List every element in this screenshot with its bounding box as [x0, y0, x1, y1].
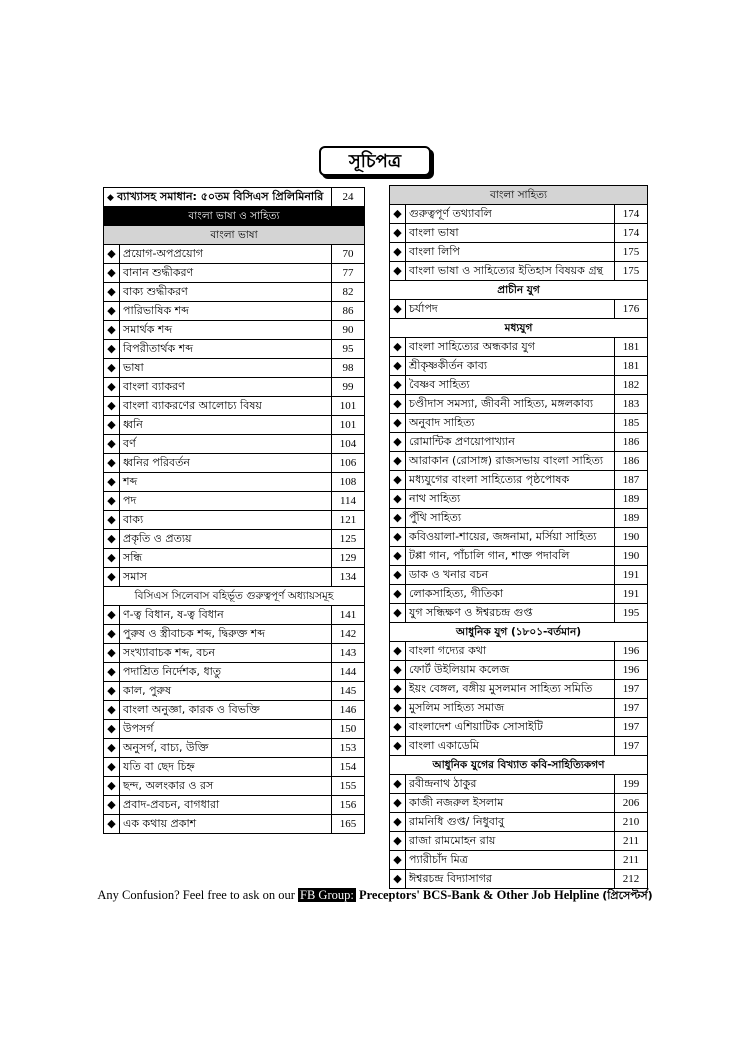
toc-page-number: 156 [332, 796, 365, 815]
toc-entry-title [104, 188, 332, 207]
toc-entry-title: ছন্দ, অলংকার ও রস [120, 777, 332, 796]
toc-row[interactable] [104, 796, 365, 815]
bullet-icon: ◆ [104, 625, 120, 644]
toc-entry-title: ধ্বনির পরিবর্তন [120, 454, 332, 473]
bullet-icon: ◆ [390, 566, 406, 585]
toc-entry-title: পদ [120, 492, 332, 511]
toc-page-number: 125 [332, 530, 365, 549]
toc-entry-title: রবীন্দ্রনাথ ঠাকুর [406, 775, 615, 794]
toc-page-number: 183 [614, 395, 647, 414]
toc-row[interactable] [104, 701, 365, 720]
bullet-icon: ◆ [390, 509, 406, 528]
toc-entry-title: কাল, পুরুষ [120, 682, 332, 701]
toc-page-number: 199 [614, 775, 647, 794]
toc-row[interactable] [104, 435, 365, 454]
toc-page-number: 197 [614, 699, 647, 718]
bullet-icon: ◆ [390, 832, 406, 851]
toc-entry-title: মধ্যযুগের বাংলা সাহিত্যের পৃষ্ঠপোষক [406, 471, 615, 490]
bullet-icon: ◆ [104, 359, 120, 378]
toc-entry-title: রাজা রামমোহন রায় [406, 832, 615, 851]
bullet-icon: ◆ [104, 739, 120, 758]
toc-entry-title: সন্ধি [120, 549, 332, 568]
toc-page-number: 144 [332, 663, 365, 682]
toc-entry-title: চর্যাপদ [406, 300, 615, 319]
toc-row[interactable] [104, 473, 365, 492]
footer-highlight: FB Group: [300, 888, 354, 902]
bullet-icon: ◆ [390, 642, 406, 661]
bullet-icon: ◆ [390, 661, 406, 680]
section-heading: মধ্যযুগ [390, 319, 648, 338]
bullet-icon: ◆ [390, 718, 406, 737]
toc-entry-title: বাক্য শুদ্ধীকরণ [120, 283, 332, 302]
bullet-icon: ◆ [104, 416, 120, 435]
bullet-icon: ◆ [390, 338, 406, 357]
toc-page-number: 191 [614, 566, 647, 585]
bullet-icon: ◆ [390, 585, 406, 604]
toc-row[interactable] [104, 758, 365, 777]
toc-entry-title: শব্দ [120, 473, 332, 492]
toc-row[interactable] [390, 832, 648, 851]
toc-page-number: 134 [332, 568, 365, 587]
toc-row[interactable] [104, 454, 365, 473]
bullet-icon: ◆ [104, 340, 120, 359]
toc-page-number: 153 [332, 739, 365, 758]
toc-page-number: 191 [614, 585, 647, 604]
footer-group-bengali: (প্রিসেপ্টর্স) [602, 889, 653, 902]
toc-entry-title: ণ-ত্ব বিধান, ষ-ত্ব বিধান [120, 606, 332, 625]
bullet-icon: ◆ [390, 300, 406, 319]
bullet-icon: ◆ [104, 473, 120, 492]
toc-entry-title: ভাষা [120, 359, 332, 378]
toc-row[interactable] [104, 283, 365, 302]
toc-page-number: 108 [332, 473, 365, 492]
toc-page-number: 114 [332, 492, 365, 511]
toc-row[interactable] [390, 528, 648, 547]
bullet-icon: ◆ [104, 454, 120, 473]
toc-row[interactable] [104, 245, 365, 264]
toc-page-number: 182 [614, 376, 647, 395]
toc-page-number: 104 [332, 435, 365, 454]
toc-entry-title: মুসলিম সাহিত্য সমাজ [406, 699, 615, 718]
toc-row[interactable] [104, 340, 365, 359]
page-title: সূচিপত্র [319, 146, 431, 176]
bullet-icon: ◆ [390, 794, 406, 813]
bullet-icon: ◆ [104, 549, 120, 568]
toc-row[interactable] [390, 243, 648, 262]
toc-page-number: 185 [614, 414, 647, 433]
toc-row[interactable] [390, 452, 648, 471]
toc-page-number: 86 [332, 302, 365, 321]
toc-entry-title: পারিভাষিক শব্দ [120, 302, 332, 321]
toc-page-number: 190 [614, 547, 647, 566]
bullet-icon: ◆ [390, 870, 406, 889]
toc-row[interactable] [104, 492, 365, 511]
toc-page-number: 181 [614, 338, 647, 357]
toc-row[interactable] [104, 625, 365, 644]
toc-row[interactable] [390, 205, 648, 224]
toc-page-number: 70 [332, 245, 365, 264]
toc-row[interactable] [390, 680, 648, 699]
toc-page-number: 212 [614, 870, 647, 889]
toc-page-number: 197 [614, 718, 647, 737]
toc-row[interactable] [104, 302, 365, 321]
toc-entry-title: বৈষ্ণব সাহিত্য [406, 376, 615, 395]
toc-page-number: 189 [614, 490, 647, 509]
solution-title: ব্যাখ্যাসহ সমাধান: ৫০তম বিসিএস প্রিলিমিনারি [117, 189, 324, 203]
toc-page-number: 155 [332, 777, 365, 796]
toc-row[interactable] [390, 718, 648, 737]
toc-row[interactable] [390, 813, 648, 832]
toc-entry-title: গুরুত্বপূর্ণ তথ্যাবলি [406, 205, 615, 224]
toc-page-number: 176 [614, 300, 647, 319]
toc-page-number: 150 [332, 720, 365, 739]
section-moddhojug [390, 319, 648, 338]
toc-row[interactable] [104, 644, 365, 663]
bullet-icon: ◆ [390, 490, 406, 509]
toc-row[interactable] [390, 262, 648, 281]
toc-row-solution[interactable] [104, 188, 365, 207]
bullet-icon: ◆ [390, 205, 406, 224]
right-toc-table [389, 185, 648, 889]
toc-entry-title: প্রয়োগ-অপপ্রয়োগ [120, 245, 332, 264]
bullet-icon: ◆ [104, 492, 120, 511]
toc-page-number: 196 [614, 661, 647, 680]
toc-row[interactable] [390, 490, 648, 509]
toc-page-number: 195 [614, 604, 647, 623]
section-heading: প্রাচীন যুগ [390, 281, 648, 300]
bullet-icon: ◆ [390, 243, 406, 262]
toc-page-number: 24 [332, 188, 365, 207]
toc-row[interactable] [390, 566, 648, 585]
section-heading: আধুনিক যুগের বিখ্যাত কবি-সাহিত্যিকগণ [390, 756, 648, 775]
toc-row[interactable] [390, 338, 648, 357]
toc-page-number: 99 [332, 378, 365, 397]
toc-page-number: 197 [614, 680, 647, 699]
section-heading: বাংলা সাহিত্য [390, 186, 648, 205]
toc-row[interactable] [390, 737, 648, 756]
toc-entry-title: ফোর্ট উইলিয়াম কলেজ [406, 661, 615, 680]
toc-row[interactable] [390, 642, 648, 661]
toc-page-number: 106 [332, 454, 365, 473]
toc-page-number: 101 [332, 397, 365, 416]
toc-page-number: 211 [614, 832, 647, 851]
bullet-icon: ◆ [390, 471, 406, 490]
toc-row[interactable] [104, 359, 365, 378]
toc-row[interactable] [104, 720, 365, 739]
toc-row[interactable] [390, 794, 648, 813]
bullet-icon: ◆ [390, 376, 406, 395]
toc-page-number: 77 [332, 264, 365, 283]
toc-entry-title: পুরুষ ও স্ত্রীবাচক শব্দ, দ্বিরুক্ত শব্দ [120, 625, 332, 644]
section-outside-syllabus [104, 587, 365, 606]
toc-page-number: 206 [614, 794, 647, 813]
bullet-icon: ◆ [390, 547, 406, 566]
bullet-icon: ◆ [104, 511, 120, 530]
left-toc-table [103, 187, 365, 834]
toc-page-number: 174 [614, 205, 647, 224]
toc-entry-title: নাথ সাহিত্য [406, 490, 615, 509]
toc-row[interactable] [104, 682, 365, 701]
toc-page-number: 210 [614, 813, 647, 832]
toc-row[interactable] [390, 300, 648, 319]
toc-entry-title: বাংলা একাডেমি [406, 737, 615, 756]
section-prachin-jug [390, 281, 648, 300]
toc-row[interactable] [390, 870, 648, 889]
toc-entry-title: বাংলা ভাষা [406, 224, 615, 243]
toc-page-number: 146 [332, 701, 365, 720]
toc-entry-title: যতি বা ছেদ চিহ্ন [120, 758, 332, 777]
bullet-icon: ◆ [390, 604, 406, 623]
footer-group-name: Preceptors' BCS-Bank & Other Job Helpline [358, 888, 600, 902]
bullet-icon: ◆ [104, 264, 120, 283]
toc-page-number: 187 [614, 471, 647, 490]
toc-entry-title: আরাকান (রোসাঙ্গ) রাজসভায় বাংলা সাহিত্য [406, 452, 615, 471]
toc-entry-title: বাংলা সাহিত্যের অন্ধকার যুগ [406, 338, 615, 357]
toc-entry-title: অনুবাদ সাহিত্য [406, 414, 615, 433]
toc-row[interactable] [390, 661, 648, 680]
toc-entry-title: ইয়ং বেঙ্গল, বঙ্গীয় মুসলমান সাহিত্য সমিতি [406, 680, 615, 699]
section-adhunik-kobi [390, 756, 648, 775]
toc-page-number: 129 [332, 549, 365, 568]
toc-page-number: 175 [614, 243, 647, 262]
bullet-icon: ◆ [104, 701, 120, 720]
bullet-icon: ◆ [390, 737, 406, 756]
toc-entry-title: বাংলা গদ্যের কথা [406, 642, 615, 661]
section-bangla-bhasha-sahitya [104, 207, 365, 226]
toc-row[interactable] [104, 739, 365, 758]
footer-prefix: Any Confusion? Feel free to ask on our [97, 888, 295, 902]
footer [0, 887, 750, 906]
toc-entry-title: সমাস [120, 568, 332, 587]
toc-row[interactable] [104, 568, 365, 587]
bullet-icon: ◆ [104, 530, 120, 549]
section-heading: আধুনিক যুগ (১৮০১-বর্তমান) [390, 623, 648, 642]
toc-page-number: 154 [332, 758, 365, 777]
bullet-icon: ◆ [104, 644, 120, 663]
toc-entry-title: রোমান্টিক প্রণয়োপাখ্যান [406, 433, 615, 452]
toc-page-number: 141 [332, 606, 365, 625]
toc-row[interactable] [390, 433, 648, 452]
toc-page-number: 211 [614, 851, 647, 870]
bullet-icon: ◆ [390, 395, 406, 414]
toc-entry-title: বাক্য [120, 511, 332, 530]
bullet-icon: ◆ [104, 663, 120, 682]
toc-row[interactable] [390, 224, 648, 243]
bullet-icon: ◆ [390, 851, 406, 870]
toc-row[interactable] [390, 509, 648, 528]
toc-row[interactable] [104, 777, 365, 796]
toc-entry-title: বাংলা ভাষা ও সাহিত্যের ইতিহাস বিষয়ক গ্রন্থ [406, 262, 615, 281]
bullet-icon: ◆ [104, 378, 120, 397]
bullet-icon: ◆ [104, 302, 120, 321]
bullet-icon: ◆ [390, 357, 406, 376]
toc-row[interactable] [390, 547, 648, 566]
toc-page-number: 165 [332, 815, 365, 834]
section-heading: বাংলা ভাষা [104, 226, 365, 245]
toc-entry-title: বানান শুদ্ধীকরণ [120, 264, 332, 283]
toc-row[interactable] [104, 606, 365, 625]
toc-row[interactable] [104, 511, 365, 530]
toc-entry-title: বর্ণ [120, 435, 332, 454]
toc-row[interactable] [104, 815, 365, 834]
bullet-icon: ◆ [390, 452, 406, 471]
toc-entry-title: বাংলা ব্যাকরণ [120, 378, 332, 397]
toc-entry-title: বাংলা লিপি [406, 243, 615, 262]
toc-entry-title: কাজী নজরুল ইসলাম [406, 794, 615, 813]
bullet-icon: ◆ [104, 283, 120, 302]
toc-entry-title: বাংলাদেশ এশিয়াটিক সোসাইটি [406, 718, 615, 737]
toc-page-number: 142 [332, 625, 365, 644]
toc-page-number: 186 [614, 433, 647, 452]
bullet-icon: ◆ [104, 435, 120, 454]
section-heading: বিসিএস সিলেবাস বহির্ভূত গুরুত্বপূর্ণ অধ্যায়সমূহ [104, 587, 365, 606]
bullet-icon: ◆ [104, 568, 120, 587]
toc-entry-title: কবিওয়ালা-শায়ের, জঙ্গনামা, মর্সিয়া সাহিত্য [406, 528, 615, 547]
bullet-icon: ◆ [390, 433, 406, 452]
bullet-icon: ◆ [104, 777, 120, 796]
toc-row[interactable] [390, 414, 648, 433]
toc-row[interactable] [104, 321, 365, 340]
bullet-icon: ◆ [104, 758, 120, 777]
toc-row[interactable] [104, 549, 365, 568]
toc-row[interactable] [390, 357, 648, 376]
toc-page-number: 82 [332, 283, 365, 302]
bullet-icon: ◆ [390, 528, 406, 547]
toc-page-number: 121 [332, 511, 365, 530]
toc-entry-title: সংখ্যাবাচক শব্দ, বচন [120, 644, 332, 663]
toc-entry-title: পুঁথি সাহিত্য [406, 509, 615, 528]
toc-entry-title: বিপরীতার্থক শব্দ [120, 340, 332, 359]
toc-page-number: 174 [614, 224, 647, 243]
bullet-icon: ◆ [104, 720, 120, 739]
bullet-icon: ◆ [104, 397, 120, 416]
bullet-icon: ◆ [390, 680, 406, 699]
toc-row[interactable] [104, 264, 365, 283]
toc-entry-title: শ্রীকৃষ্ণকীর্তন কাব্য [406, 357, 615, 376]
bullet-icon: ◆ [104, 796, 120, 815]
section-bangla-sahitya [390, 186, 648, 205]
toc-page-number: 145 [332, 682, 365, 701]
toc-entry-title: টপ্পা গান, পাঁচালি গান, শাক্ত পদাবলি [406, 547, 615, 566]
toc-page-number: 181 [614, 357, 647, 376]
bullet-icon: ◆ [390, 224, 406, 243]
toc-page-number: 197 [614, 737, 647, 756]
section-heading: বাংলা ভাষা ও সাহিত্য [104, 207, 365, 226]
bullet-icon: ◆ [390, 262, 406, 281]
section-bangla-bhasha [104, 226, 365, 245]
toc-row[interactable] [104, 663, 365, 682]
toc-page-number: 175 [614, 262, 647, 281]
toc-entry-title: লোকসাহিত্য, গীতিকা [406, 585, 615, 604]
toc-entry-title: ধ্বনি [120, 416, 332, 435]
toc-row[interactable] [104, 397, 365, 416]
toc-entry-title: এক কথায় প্রকাশ [120, 815, 332, 834]
toc-row[interactable] [390, 376, 648, 395]
bullet-icon: ◆ [107, 192, 118, 203]
bullet-icon: ◆ [390, 813, 406, 832]
toc-row[interactable] [390, 699, 648, 718]
toc-row[interactable] [390, 851, 648, 870]
toc-page-number: 196 [614, 642, 647, 661]
toc-entry-title: চণ্ডীদাস সমস্যা, জীবনী সাহিত্য, মঙ্গলকাব্য [406, 395, 615, 414]
toc-entry-title: যুগ সন্ধিক্ষণ ও ঈশ্বরচন্দ্র গুপ্ত [406, 604, 615, 623]
toc-entry-title: প্যারীচাঁদ মিত্র [406, 851, 615, 870]
bullet-icon: ◆ [104, 815, 120, 834]
toc-entry-title: রামনিধি গুপ্ত/ নিধুবাবু [406, 813, 615, 832]
toc-row[interactable] [390, 604, 648, 623]
toc-page-number: 98 [332, 359, 365, 378]
section-adhunik-jug [390, 623, 648, 642]
toc-page-number: 190 [614, 528, 647, 547]
toc-entry-title: পদাশ্রিত নির্দেশক, ধাতু [120, 663, 332, 682]
bullet-icon: ◆ [104, 245, 120, 264]
toc-page-number: 143 [332, 644, 365, 663]
toc-entry-title: ঈশ্বরচন্দ্র বিদ্যাসাগর [406, 870, 615, 889]
title-wrap [0, 146, 750, 176]
toc-row[interactable] [104, 416, 365, 435]
toc-entry-title: বাংলা ব্যাকরণের আলোচ্য বিষয় [120, 397, 332, 416]
toc-entry-title: প্রবাদ-প্রবচন, বাগধারা [120, 796, 332, 815]
toc-page-number: 186 [614, 452, 647, 471]
toc-entry-title: অনুসর্গ, বাচ্য, উক্তি [120, 739, 332, 758]
toc-row[interactable] [390, 471, 648, 490]
toc-row[interactable] [390, 585, 648, 604]
toc-page-number: 101 [332, 416, 365, 435]
toc-entry-title: উপসর্গ [120, 720, 332, 739]
bullet-icon: ◆ [104, 682, 120, 701]
toc-page-number: 95 [332, 340, 365, 359]
toc-row[interactable] [104, 530, 365, 549]
toc-page-number: 90 [332, 321, 365, 340]
toc-row[interactable] [390, 395, 648, 414]
toc-entry-title: বাংলা অনুজ্ঞা, কারক ও বিভক্তি [120, 701, 332, 720]
toc-entry-title: প্রকৃতি ও প্রত্যয় [120, 530, 332, 549]
toc-row[interactable] [104, 378, 365, 397]
toc-entry-title: সমার্থক শব্দ [120, 321, 332, 340]
toc-page-number: 189 [614, 509, 647, 528]
bullet-icon: ◆ [104, 606, 120, 625]
bullet-icon: ◆ [390, 414, 406, 433]
bullet-icon: ◆ [390, 775, 406, 794]
bullet-icon: ◆ [390, 699, 406, 718]
toc-row[interactable] [390, 775, 648, 794]
bullet-icon: ◆ [104, 321, 120, 340]
toc-entry-title: ডাক ও খনার বচন [406, 566, 615, 585]
